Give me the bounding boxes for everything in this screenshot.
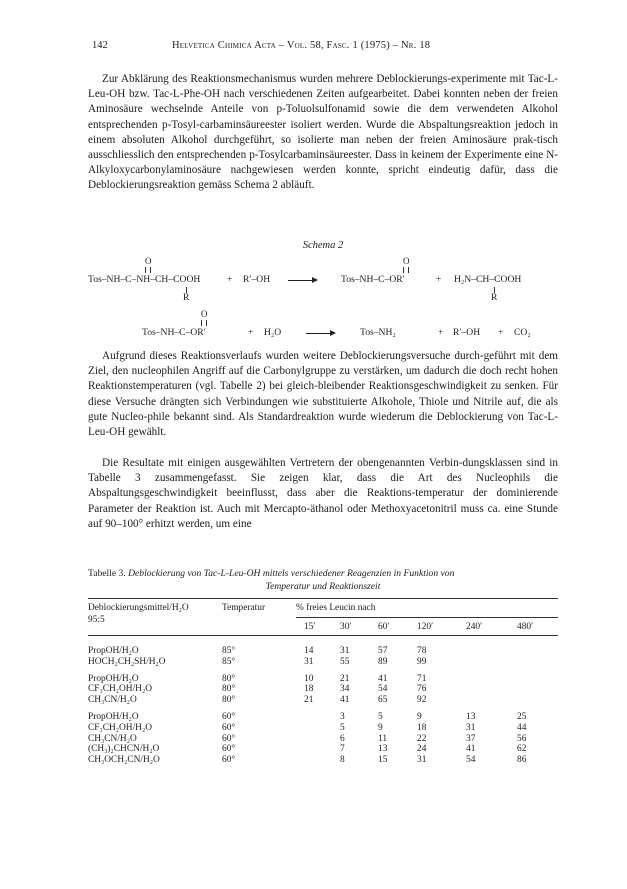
col-header-time-2: 60′ [378,622,390,632]
row-value-1: 8 [340,755,345,766]
row-value-1: 7 [340,744,345,755]
row-value-3: 22 [417,733,427,744]
row-value-1: 5 [340,722,345,733]
table-caption-line2: Temperatur und Reaktionszeit [265,580,381,592]
row-temperature: 85° [222,646,236,656]
row-value-4: 37 [466,733,476,744]
running-title: Helvetica Chimica Acta – Vol. 58, Fasc. 1 (1975) – Nr. 18 [172,40,431,51]
reaction-scheme [88,254,558,346]
row-value-2: 65 [378,695,388,706]
row-value-2: 9 [378,722,383,733]
row-value-2: 57 [378,646,388,656]
row-value-0: 14 [304,646,314,656]
schema-title: Schema 2 [302,240,344,251]
reaction-arrow-2 [306,333,334,334]
col-header-time-0: 15′ [304,622,316,632]
row-value-5: 44 [517,722,527,733]
row-value-4: 31 [466,722,476,733]
row-value-2: 11 [378,733,388,744]
paragraph-results: Die Resultate mit einigen ausgewählten Vertretern der obengenannten Verbin-dungsklassen sind in Tabelle 3 zusammengefasst. Sie zeigen klar, dass die Art des Nucleophils die Abspaltungsgeschwindigkeit beeinflusst, dass aber die Reaktions-temperatur der dominierende Parameter der Reaktion ist. Auch mit Mercapto-äthanol oder Methoxyacetonitril muss ca. eine Stunde auf 90–100° erhitzt werden, um eine [88,457,558,530]
row-value-2: 41 [378,673,388,684]
row-value-1: 6 [340,733,345,744]
row-value-1: 21 [340,673,350,684]
plus-3: + [248,327,254,338]
plus-4: + [438,327,444,338]
col-header-time-5: 480′ [517,622,534,632]
row-reagent: PropOH/H₂O [88,646,139,656]
col-header-reagent: Deblockierungsmittel/H₂O [88,603,189,613]
reagent-alcohol: R′–OH [243,274,271,285]
row-value-0: 31 [304,656,314,667]
product-tosylamide: Tos–NH₂ [360,327,396,338]
double-bond-1 [145,267,151,273]
table-rule-group [296,617,558,618]
row-value-3: 92 [417,695,427,706]
row-value-2: 15 [378,755,388,766]
row-reagent: CH₃CN/H₂O [88,733,137,744]
carbonyl-oxygen-2: O [403,256,410,266]
row-value-3: 71 [417,673,427,684]
row-reagent: PropOH/H₂O [88,712,139,722]
table-caption-line1: Deblockierung von Tac-L-Leu-OH mittels verschiedener Reagenzien in Funktion von [128,568,455,579]
row-value-0: 21 [304,695,314,706]
row-reagent: CH₃CN/H₂O [88,695,137,706]
product-amino-acid: H₂N–CH–COOH [454,274,522,285]
running-header [92,40,538,54]
table-caption-label: Tabelle 3. [88,568,126,579]
row-value-5: 86 [517,755,527,766]
row-temperature: 60° [222,755,236,766]
side-chain-r2: R [491,292,498,303]
col-header-group: % freies Leucin nach [296,603,376,613]
row-value-1: 41 [340,695,350,706]
row-value-4: 54 [466,755,476,766]
product-co2: CO₂ [514,327,531,338]
row-temperature: 80° [222,673,236,684]
row-value-3: 18 [417,722,427,733]
row-value-0: 10 [304,673,314,684]
carbonyl-oxygen-1: O [145,256,152,266]
table-rule-header [88,635,558,636]
paragraph-nucleophiles: Aufgrund dieses Reaktionsverlaufs wurden weitere Deblockierungsversuche durch-geführt mit dem Ziel, den nucleophilen Angriff auf die Carbonylgruppe zu verstärken, um dadurch die doch recht hohen Reaktionstemperaturen (vgl. Tabelle 2) bei gleich-bleibender Reaktionsgeschwindigkeit zu senken. Für diese Versuche drängten sich Verbindungen wie substituierte Alkohole, Thiole und Nitrile auf, die als gute Nucleo-phile bekannt sind. Als Standardreaktion wurde wiederum die Deblockierung von Tac-L-Leu-OH gewählt. [88,350,558,439]
plus-5: + [498,327,504,338]
row-value-5: 25 [517,712,527,722]
product-tosylcarbamate: Tos–NH–C–OR′ [341,274,405,285]
row-value-1: 31 [340,646,350,656]
row-value-3: 99 [417,656,427,667]
col-header-temperature: Temperatur [222,603,266,613]
row-value-0: 18 [304,684,314,695]
row-temperature: 80° [222,684,236,695]
row-reagent: PropOH/H₂O [88,673,139,684]
table-caption [88,568,558,593]
plus-1: + [227,274,233,285]
row-temperature: 60° [222,744,236,755]
row-reagent: HOCH₂CH₂SH/H₂O [88,656,166,667]
row-temperature: 80° [222,695,236,706]
carbonyl-oxygen-3: O [201,309,208,319]
row-temperature: 60° [222,712,236,722]
row-value-3: 31 [417,755,427,766]
col-header-time-1: 30′ [340,622,352,632]
row-value-1: 3 [340,712,345,722]
row-temperature: 85° [222,656,236,667]
col-header-ratio: 95:5 [88,615,105,625]
paragraph-mechanism: Zur Abklärung des Reaktionsmechanismus wurden mehrere Deblockierungs-experimente mit Tac-L-Leu-OH bzw. Tac-L-Phe-OH nach verschiedenen Zeiten aufgearbeitet. Dabei konnten neben der freien Aminosäure wechselnde Anteile von p-Toluolsulfonamid sowie die dem verwendeten Alkohol entsprechenden p-Tosyl-carbaminsäureester isoliert werden. Wurde die Abspaltungsreaktion jedoch in einem absoluten Alkohol durchgeführt, so isolierte man neben der freien Aminosäure prak-tisch ausschliesslich den entsprechenden p-Tosylcarbaminsäureester. Dass in keinem der Experimente eine N-Alkyloxycarbonylaminosäure nachgewiesen werden konnte, spricht eindeutig dafür, dass die Deblockierungsreaktion gemäss Schema 2 abläuft. [88,73,558,192]
plus-2: + [436,274,442,285]
side-chain-r1: R [183,292,190,303]
row-value-3: 24 [417,744,427,755]
row-value-2: 13 [378,744,388,755]
double-bond-3 [201,320,207,326]
table-rule-top [88,598,558,599]
row-value-4: 13 [466,712,476,722]
row-value-5: 56 [517,733,527,744]
reaction-arrow-1 [288,280,316,281]
row-reagent: CF₃CH₂OH/H₂O [88,722,152,733]
row-value-1: 55 [340,656,350,667]
reactant-tosylcarbamate: Tos–NH–C–OR′ [142,327,206,338]
row-value-3: 78 [417,646,427,656]
col-header-time-3: 120′ [417,622,434,632]
row-value-4: 41 [466,744,476,755]
product-alcohol: R′–OH [453,327,481,338]
row-value-2: 54 [378,684,388,695]
row-value-5: 62 [517,744,527,755]
col-header-time-4: 240′ [466,622,483,632]
row-value-2: 5 [378,712,383,722]
row-temperature: 60° [222,733,236,744]
row-value-2: 89 [378,656,388,667]
reactant-tac-amino-acid: Tos–NH–C–NH–CH–COOH [88,274,201,285]
row-reagent: CH₃OCH₂CN/H₂O [88,755,160,766]
row-reagent: (CH₃)₂CHCN/H₂O [88,744,160,755]
row-value-3: 9 [417,712,422,722]
row-reagent: CF₃CH₂OH/H₂O [88,684,152,695]
page-number: 142 [92,40,108,51]
reagent-water: H₂O [264,327,282,338]
row-value-3: 76 [417,684,427,695]
double-bond-2 [403,267,409,273]
row-value-1: 34 [340,684,350,695]
row-temperature: 60° [222,722,236,733]
